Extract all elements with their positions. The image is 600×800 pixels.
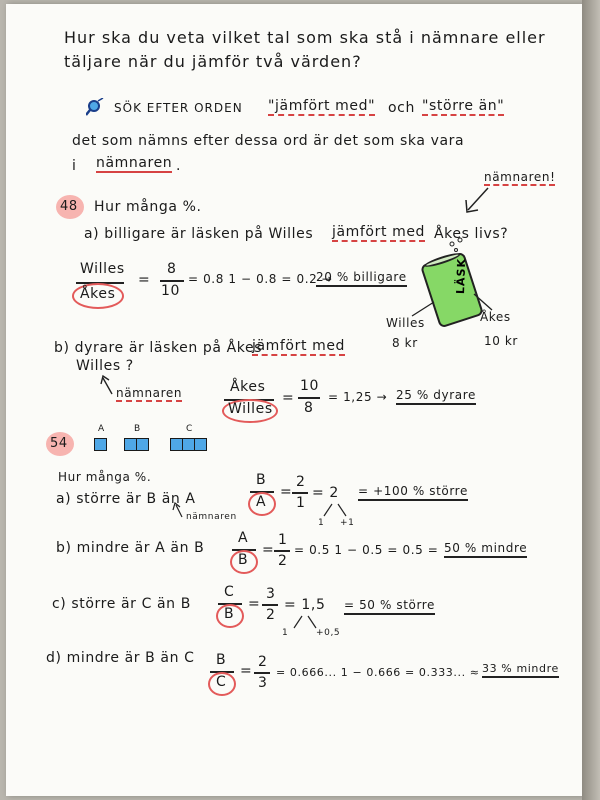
ex48-a-phrase: jämfört med xyxy=(332,224,426,240)
ex54-d-fden: 3 xyxy=(258,675,268,691)
ex54-label-b: B xyxy=(134,424,141,434)
ex54-c-fline xyxy=(262,604,278,606)
ex48-b-eq: = xyxy=(282,390,295,406)
ex48-a-fnum: 8 xyxy=(167,261,177,277)
ex48-a-eq: = xyxy=(138,272,151,288)
ex54-b-fden: 2 xyxy=(278,553,288,569)
ex54-c-fden: 2 xyxy=(266,607,276,623)
ex48-b-result: 25 % dyrare xyxy=(396,388,476,405)
tip-och: och xyxy=(388,100,415,116)
table-edge xyxy=(582,0,600,800)
ex54-a-val: = 2 xyxy=(312,485,339,501)
soda-can-label: LÄSK xyxy=(453,257,469,295)
ex54-a-split-lines xyxy=(316,502,356,518)
magnifier-icon xyxy=(86,98,106,116)
ex48-b-fden: 8 xyxy=(304,400,314,416)
ex54-d-den: C xyxy=(216,674,227,690)
ex54-b-fnum: 1 xyxy=(278,532,288,548)
ex54-a-text: a) större är B än A xyxy=(56,491,196,507)
header-line-1: Hur ska du veta vilket tal som ska stå i nämnare eller xyxy=(64,28,546,47)
tip-line-3-word: nämnaren xyxy=(96,155,173,171)
ex54-a-split-2: +1 xyxy=(340,518,355,528)
ex48-a-result: 20 % billigare xyxy=(316,270,407,287)
ex48-b-line-2: Willes ? xyxy=(76,358,134,374)
ex54-c-result: = 50 % större xyxy=(344,598,435,615)
tip-word-2: "större än" xyxy=(422,98,505,114)
ex48-b-frac-num: Åkes xyxy=(230,379,266,395)
ex54-b-text: b) mindre är A än B xyxy=(56,540,205,556)
ex48-b-rest: = 1,25 → xyxy=(328,390,388,404)
ex54-d-result: 33 % mindre xyxy=(482,662,559,678)
ex54-box-a xyxy=(94,438,107,451)
ex54-c-fnum: 3 xyxy=(266,586,276,602)
ex48-b-note: nämnaren xyxy=(116,386,183,400)
ex54-a-num: B xyxy=(256,472,267,488)
ex54-b-rest: = 0.5 1 − 0.5 = 0.5 = xyxy=(294,543,439,557)
ex54-c-split-2: +0,5 xyxy=(316,628,341,638)
ex48-b-pre: b) dyrare är läsken på Åkes xyxy=(54,340,263,356)
ex54-a-den: A xyxy=(256,494,267,510)
ex54-box-c3 xyxy=(194,438,207,451)
ex48-annotation: nämnaren! xyxy=(484,170,556,184)
ex54-d-num: B xyxy=(216,652,227,668)
store-willes: Willes xyxy=(386,316,425,330)
header-line-2: täljare när du jämför två värden? xyxy=(64,52,362,71)
ex54-b-fline xyxy=(274,550,290,552)
ex54-b-eq: = xyxy=(262,542,275,558)
ex48-b-phrase: jämfört med xyxy=(252,338,346,354)
ex48-a-frac-den: Åkes xyxy=(80,286,116,302)
ex48-a-frac-num: Willes xyxy=(80,261,125,277)
ex54-box-b2 xyxy=(136,438,149,451)
tip-prefix: SÖK EFTER ORDEN xyxy=(114,101,243,115)
ex54-a-fden: 1 xyxy=(296,495,306,511)
store-willes-price: 8 kr xyxy=(392,336,418,350)
ex54-d-text: d) mindre är B än C xyxy=(46,650,195,666)
ex48-number: 48 xyxy=(60,199,78,214)
ex48-b-fline xyxy=(298,397,320,399)
ex48-b-frac-den: Willes xyxy=(228,401,273,417)
ex48-b-fnum: 10 xyxy=(300,378,320,394)
tip-line-2: det som nämns efter dessa ord är det som ska vara xyxy=(72,133,465,149)
ex54-a-arrow-icon xyxy=(172,502,186,518)
ex54-c-eq: = xyxy=(248,596,261,612)
ex54-b-num: A xyxy=(238,530,249,546)
ex54-c-text: c) större är C än B xyxy=(52,596,191,612)
ex54-a-split-1: 1 xyxy=(318,518,325,528)
ex54-title: Hur många %. xyxy=(58,470,152,484)
store-akes: Åkes xyxy=(480,310,511,324)
ex54-label-a: A xyxy=(98,424,105,434)
ex54-c-val: = 1,5 xyxy=(284,597,326,613)
ex48-a-rest: = 0.8 1 − 0.8 = 0.2 → xyxy=(188,272,333,286)
ex54-d-fnum: 2 xyxy=(258,654,268,670)
ex54-a-fline xyxy=(292,492,308,494)
ex54-c-num: C xyxy=(224,584,235,600)
tip-line-3-end: . xyxy=(176,158,182,174)
ex54-d-rest: = 0.666... 1 − 0.666 = 0.333... ≈ xyxy=(276,666,480,679)
ex54-a-eq: = xyxy=(280,484,293,500)
note-arrow-icon xyxy=(100,374,116,396)
ex54-a-note: nämnaren xyxy=(186,512,237,522)
ex54-label-c: C xyxy=(186,424,193,434)
ex54-c-den: B xyxy=(224,606,235,622)
ex54-b-result: 50 % mindre xyxy=(444,541,527,558)
ex54-d-eq: = xyxy=(240,663,253,679)
ex54-number: 54 xyxy=(50,436,68,451)
ex48-a-fline xyxy=(160,280,184,282)
ex48-a-pre: a) billigare är läsken på Willes xyxy=(84,226,314,242)
store-akes-price: 10 kr xyxy=(484,334,518,348)
ex54-d-fline xyxy=(254,672,270,674)
ex54-a-result: = +100 % större xyxy=(358,484,468,501)
ex48-a-post: Åkes livs? xyxy=(434,226,509,242)
ex48-title: Hur många %. xyxy=(94,199,202,215)
ex54-c-split-1: 1 xyxy=(282,628,289,638)
ex48-a-fden: 10 xyxy=(161,283,181,299)
ex54-b-den: B xyxy=(238,552,249,568)
ex54-a-fnum: 2 xyxy=(296,474,306,490)
tip-line-3-i: i xyxy=(72,158,77,174)
annotation-arrow-icon xyxy=(462,186,492,216)
tip-word-1: "jämfört med" xyxy=(268,98,376,114)
